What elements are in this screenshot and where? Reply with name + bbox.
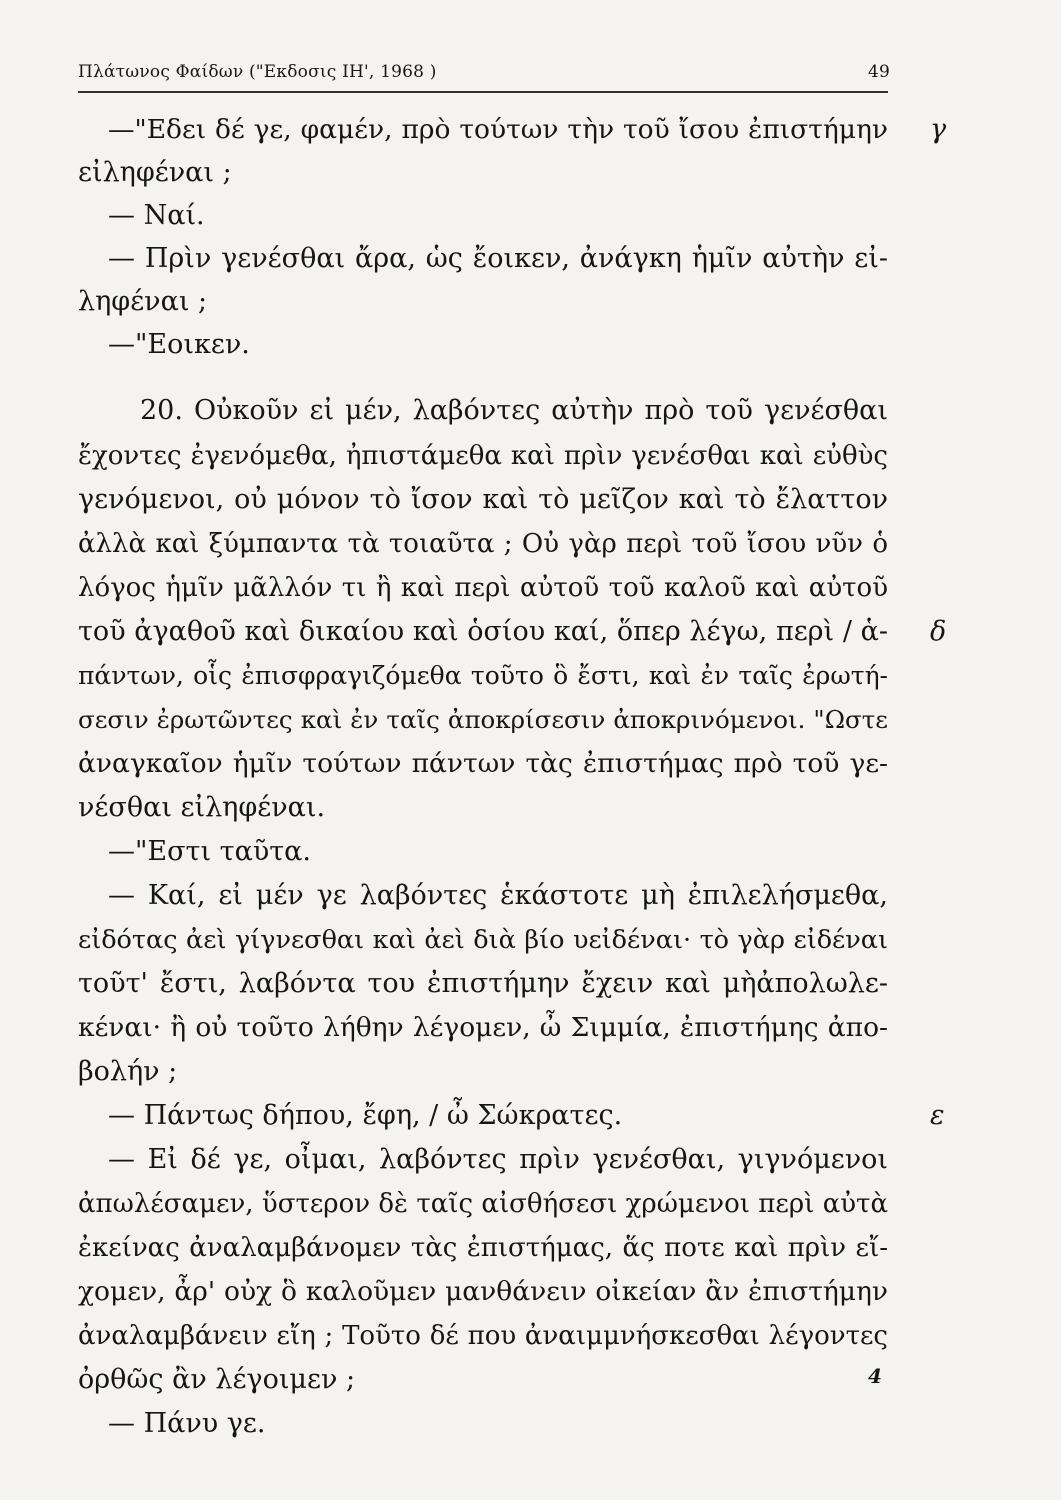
text-line: τοῦ ἀγαθοῦ καὶ δικαίου καὶ ὁσίου καί, ὅπερ λέγω, περὶ / ἁ-: [78, 616, 888, 647]
header-rule: [78, 91, 888, 93]
text-line: 20. Οὐκοῦν εἰ μέν, λαβόντες αὐτὴν πρὸ τοῦ γενέσθαι: [140, 395, 888, 426]
text-line: εἰληφέναι ;: [78, 157, 232, 188]
text-line: —"Εδει δέ γε, φαμέν, πρὸ τούτων τὴν τοῦ ἴσου ἐπιστήμην: [108, 114, 888, 145]
text-line: γενόμενοι, οὐ μόνον τὸ ἴσον καὶ τὸ μεῖζον καὶ τὸ ἔλαττον: [78, 484, 888, 515]
text-line: νέσθαι εἰληφέναι.: [78, 792, 326, 823]
text-line: βολήν ;: [78, 1056, 178, 1087]
text-line: ληφέναι ;: [78, 286, 208, 317]
text-line: ὀρθῶς ἂν λέγοιμεν ;: [78, 1364, 356, 1395]
margin-letter-gamma: γ: [930, 114, 947, 145]
text-line: λόγος ἡμῖν μᾶλλόν τι ἢ καὶ περὶ αὐτοῦ τοῦ καλοῦ καὶ αὐτοῦ: [78, 573, 888, 603]
text-line: ἐκείνας ἀναλαμβάνομεν τὰς ἐπιστήμας, ἅς ποτε καὶ πρὶν εἴ-: [78, 1233, 888, 1263]
signature-mark: 4: [868, 1364, 882, 1388]
text-line: —"Εστι ταῦτα.: [108, 836, 312, 867]
text-line: — Καί, εἰ μέν γε λαβόντες ἑκάστοτε μὴ ἐπιλελήσμεθα,: [108, 880, 888, 911]
running-head-title: Πλάτωνος Φαίδων ("Εκδοσις ΙΗ', 1968 ): [78, 62, 437, 82]
text-line: ἀναγκαῖον ἡμῖν τούτων πάντων τὰς ἐπιστήμας πρὸ τοῦ γε-: [78, 748, 888, 779]
text-line: ἔχοντες ἐγενόμεθα, ἠπιστάμεθα καὶ πρὶν γενέσθαι καὶ εὐθὺς: [78, 441, 888, 471]
text-line: — Πάντως δήπου, ἔφη, / ὦ Σώκρατες.: [108, 1100, 623, 1131]
text-line: — Εἰ δέ γε, οἶμαι, λαβόντες πρὶν γενέσθαι, γιγνόμενοι: [108, 1144, 888, 1175]
text-line: τοῦτ' ἔστι, λαβόντα του ἐπιστήμην ἔχειν καὶ μὴἀπολωλε-: [78, 968, 888, 999]
margin-letter-epsilon: ε: [930, 1100, 945, 1131]
page-number: 49: [867, 62, 890, 82]
running-head: [78, 62, 890, 88]
margin-letter-delta: δ: [930, 616, 947, 647]
text-line: ἀλλὰ καὶ ξύμπαντα τὰ τοιαῦτα ; Οὐ γὰρ περὶ τοῦ ἴσου νῦν ὁ: [78, 529, 888, 559]
text-line: σεσιν ἐρωτῶντες καὶ ἐν ταῖς ἀποκρίσεσιν ἀποκρινόμενοι. "Ωστε: [78, 705, 888, 734]
text-line: χομεν, ἆρ' οὐχ ὃ καλοῦμεν μανθάνειν οἰκείαν ἂν ἐπιστήμην: [78, 1276, 888, 1307]
text-line: —"Εοικεν.: [108, 329, 250, 360]
text-line: πάντων, οἷς ἐπισφραγιζόμεθα τοῦτο ὃ ἔστι, καὶ ἐν ταῖς ἐρωτή-: [78, 661, 888, 690]
text-line: — Ναί.: [108, 200, 205, 231]
text-line: — Πρὶν γενέσθαι ἄρα, ὡς ἔοικεν, ἀνάγκη ἡμῖν αὐτὴν εἰ-: [108, 243, 888, 274]
text-line: ἀναλαμβάνειν εἴη ; Τοῦτο δέ που ἀναιμμνήσκεσθαι λέγοντες: [78, 1321, 888, 1351]
text-line: — Πάνυ γε.: [108, 1408, 266, 1439]
text-line: ἀπωλέσαμεν, ὕστερον δὲ ταῖς αἰσθήσεσι χρώμενοι περὶ αὐτὰ: [78, 1189, 888, 1219]
text-line: κέναι· ἢ οὐ τοῦτο λήθην λέγομεν, ὦ Σιμμία, ἐπιστήμης ἀπο-: [78, 1012, 888, 1043]
text-line: εἰδότας ἀεὶ γίγνεσθαι καὶ ἀεὶ διὰ βίο υεἰδέναι· τὸ γὰρ εἰδέναι: [78, 925, 888, 955]
